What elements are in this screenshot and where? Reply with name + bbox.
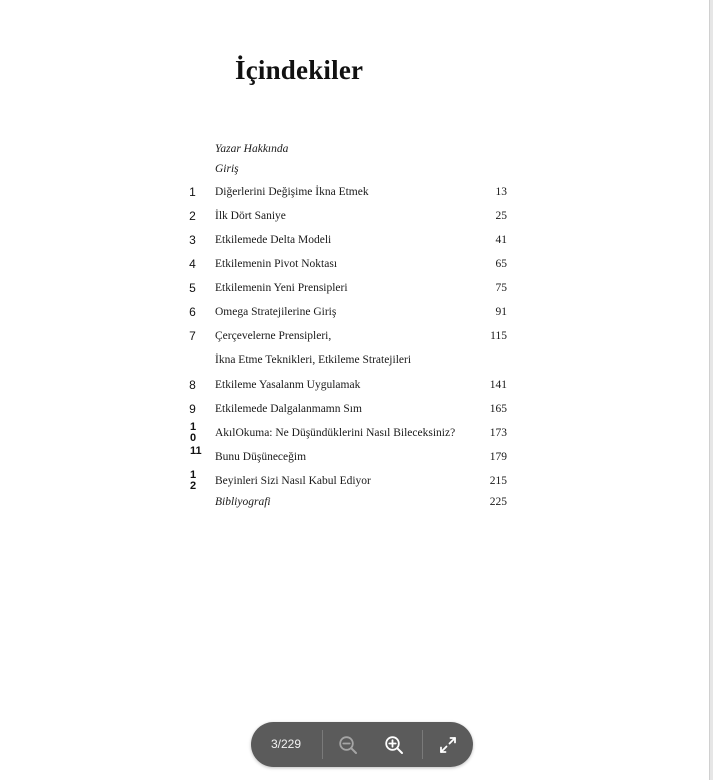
toc-entry-page: 91	[495, 306, 507, 318]
zoom-out-button[interactable]	[325, 722, 370, 767]
toc-entry-chapter-3	[0, 233, 709, 253]
toc-entry-about-author	[0, 142, 709, 162]
viewer-toolbar	[251, 722, 473, 767]
chapter-number: 12	[190, 469, 197, 492]
toc-entry-label: Beyinleri Sizi Nasıl Kabul Ediyor	[215, 475, 371, 487]
toc-entry-chapter-7-continued	[0, 353, 709, 373]
zoom-in-icon	[384, 735, 404, 755]
chapter-number: 5	[189, 281, 196, 295]
zoom-out-icon	[338, 735, 358, 755]
toc-entry-chapter-7	[0, 329, 709, 349]
toc-entry-chapter-11	[0, 445, 709, 470]
toc-entry-label: Çerçevelerne Prensipleri,	[215, 330, 332, 342]
viewer-scrollbar[interactable]	[709, 0, 713, 780]
toc-entry-label: Yazar Hakkında	[215, 143, 289, 155]
chapter-number: 6	[189, 305, 196, 319]
toc-entry-chapter-6	[0, 305, 709, 325]
toc-entry-page: 179	[489, 451, 507, 463]
toc-entry-label: Giriş	[215, 163, 239, 175]
toc-entry-chapter-8	[0, 378, 709, 398]
toc-entry-chapter-2	[0, 209, 709, 229]
toc-entry-page: 225	[489, 496, 507, 508]
toc-entry-label: Bunu Düşüneceğim	[215, 451, 307, 463]
toc-entry-page: 25	[495, 210, 507, 222]
toc-entry-label: AkılOkuma: Ne Düşündüklerini Nasıl Bileceksiniz?	[215, 427, 456, 439]
toc-entry-chapter-9	[0, 402, 709, 422]
toc-entry-page: 41	[495, 234, 507, 246]
toc-entry-chapter-12	[0, 469, 709, 494]
toc-entry-page: 115	[490, 330, 507, 342]
toc-entry-label: İlk Dört Saniye	[215, 210, 286, 222]
toc-entry-label: Etkileme Yasalanm Uygulamak	[215, 379, 361, 391]
toc-entry-page: 13	[495, 186, 507, 198]
toc-entry-chapter-1	[0, 185, 709, 205]
toc-entry-introduction	[0, 162, 709, 182]
toc-entry-page: 65	[495, 258, 507, 270]
chapter-number: 1	[189, 185, 196, 199]
toc-entry-label: Etkilemenin Pivot Noktası	[215, 258, 338, 270]
toc-entry-chapter-4	[0, 257, 709, 277]
toc-entry-chapter-5	[0, 281, 709, 301]
toolbar-divider	[322, 730, 323, 759]
chapter-number: 2	[189, 209, 196, 223]
toolbar-divider	[422, 730, 423, 759]
fullscreen-icon	[438, 735, 458, 755]
toc-entry-chapter-10	[0, 421, 709, 446]
chapter-number: 7	[189, 329, 196, 343]
toc-entry-page: 215	[489, 475, 507, 487]
toc-entry-page: 173	[489, 427, 507, 439]
page-indicator: 3/229	[271, 737, 302, 751]
toc-entry-page: 165	[489, 403, 507, 415]
toc-entry-label: Etkilemede Dalgalanmamn Sım	[215, 403, 362, 415]
chapter-number: 4	[189, 257, 196, 271]
toc-entry-label: Diğerlerini Değişime İkna Etmek	[215, 186, 369, 198]
chapter-number: 10	[190, 421, 197, 444]
toc-entry-bibliography	[0, 495, 709, 515]
toc-entry-label: Omega Stratejilerine Giriş	[215, 306, 337, 318]
toc-entry-label: Etkilemede Delta Modeli	[215, 234, 332, 246]
toc-entry-page: 75	[495, 282, 507, 294]
toc-entry-label: Bibliyografi	[215, 496, 271, 508]
zoom-in-button[interactable]	[371, 722, 416, 767]
chapter-number: 9	[189, 402, 196, 416]
toc-heading: İçindekiler	[235, 55, 364, 85]
fullscreen-button[interactable]	[425, 722, 470, 767]
chapter-number: 3	[189, 233, 196, 247]
chapter-number: 8	[189, 378, 196, 392]
chapter-number: 11	[190, 445, 202, 457]
toc-entry-page: 141	[489, 379, 507, 391]
toc-entry-label: İkna Etme Teknikleri, Etkileme Stratejileri	[215, 354, 412, 366]
toc-entry-label: Etkilemenin Yeni Prensipleri	[215, 282, 348, 294]
